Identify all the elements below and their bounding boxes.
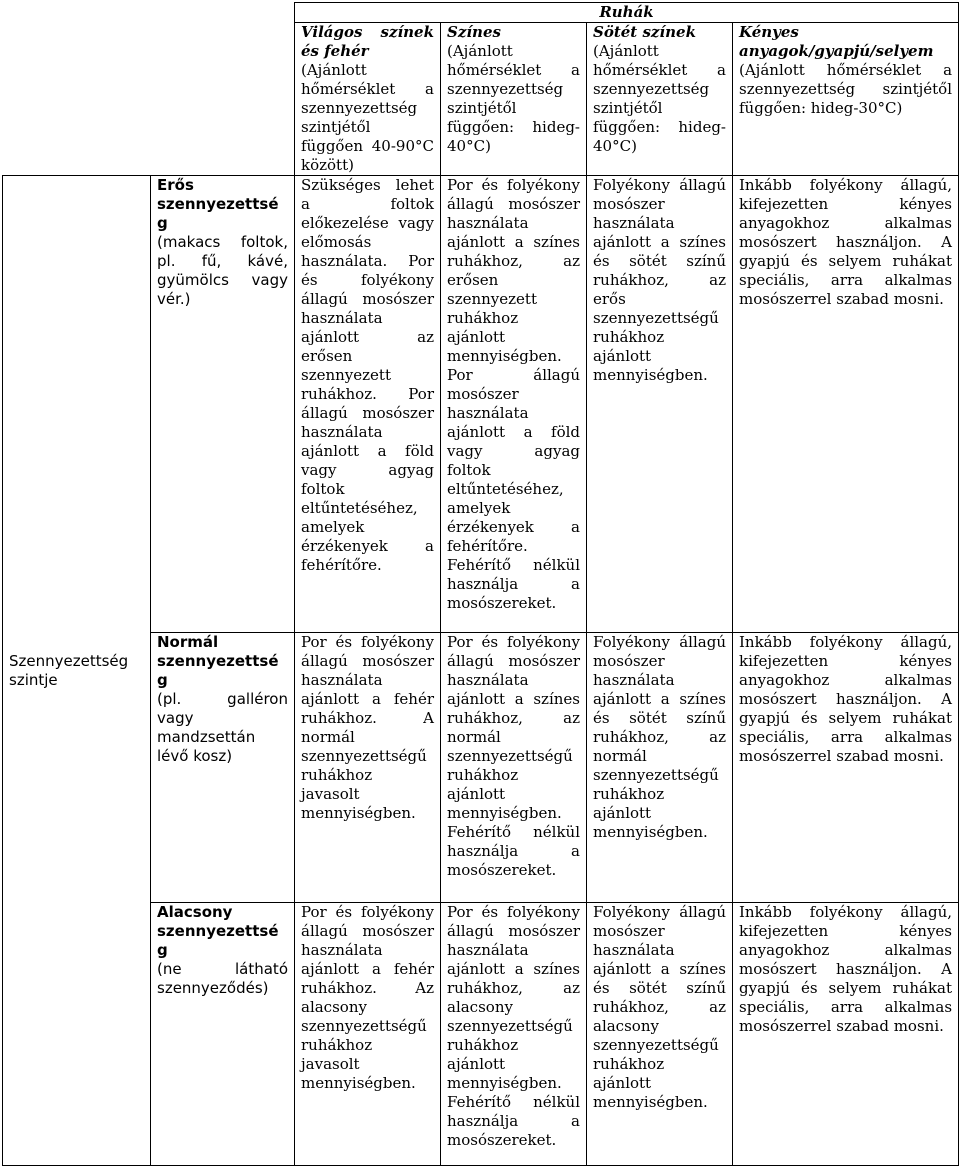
row-label-strong: Erős szennyezettség (157, 176, 279, 232)
column-note-colored: (Ajánlott hőmérséklet a szennyezettség szintjétől függően: hideg-40°C) (447, 42, 580, 155)
row-label-low: Alacsony szennyezettség (157, 903, 279, 959)
level-label (3, 176, 151, 1166)
blank-corner-lower (3, 23, 295, 176)
column-header-row (3, 23, 959, 176)
cell-strong-dark: Folyékony állagú mosószer használata ajánlott a színes és sötét színű ruhákhoz, az erős szennyezettségű ruhákhoz ajánlott mennyiségben. (587, 176, 733, 633)
row-label-normal: Normál szennyezettség (157, 633, 279, 689)
column-name-delicate: Kényes anyagok/gyapjú/selyem (739, 23, 934, 60)
cell-low-delicate: Inkább folyékony állagú, kifejezetten kényes anyagokhoz alkalmas mosószert használjon. A gyapjú és selyem ruhákat speciális, arra alkalmas mosószerrel szabad mosni. (733, 903, 959, 1166)
level-label-text: Szennyezettség szintje (9, 651, 129, 689)
cell-normal-delicate: Inkább folyékony állagú, kifejezetten kényes anyagokhoz alkalmas mosószert használjon. A gyapjú és selyem ruhákat speciális, arra alkalmas mosószerrel szabad mosni. (733, 633, 959, 903)
blank-corner (3, 3, 295, 23)
table-title: Ruhák (295, 3, 959, 23)
column-name-light: Világos színek és fehér (301, 23, 434, 60)
column-name-dark: Sötét színek (593, 23, 696, 41)
table-row (3, 176, 959, 633)
column-note-delicate: (Ajánlott hőmérséklet a szennyezettség szintjétől függően: hideg-30°C) (739, 61, 953, 117)
row-header-normal (151, 633, 295, 903)
column-note-dark: (Ajánlott hőmérséklet a szennyezettség szintjétől függően: hideg-40°C) (593, 42, 726, 155)
cell-normal-light: Por és folyékony állagú mosószer használata ajánlott a fehér ruhákhoz. A normál szennyezettségű ruhákhoz javasolt mennyiségben. (295, 633, 441, 903)
cell-normal-colored: Por és folyékony állagú mosószer használata ajánlott a színes ruhákhoz, az normál szennyezettségű ruhákhoz ajánlott mennyiségben. Fehérítő nélkül használja a mosószereket. (441, 633, 587, 903)
row-sublabel-strong: (makacs foltok, pl. fű, kávé, gyümölcs vagy vér.) (157, 233, 288, 308)
cell-strong-delicate: Inkább folyékony állagú, kifejezetten kényes anyagokhoz alkalmas mosószert használjon. A gyapjú és selyem ruhákat speciális, arra alkalmas mosószerrel szabad mosni. (733, 176, 959, 633)
cell-low-dark: Folyékony állagú mosószer használata ajánlott a színes és sötét színű ruhákhoz, az alacsony szennyezettségű ruhákhoz ajánlott mennyiségben. (587, 903, 733, 1166)
cell-low-colored: Por és folyékony állagú mosószer használata ajánlott a színes ruhákhoz, az alacsony szennyezettségű ruhákhoz ajánlott mennyiségben. Fehérítő nélkül használja a mosószereket. (441, 903, 587, 1166)
column-header-colored (441, 23, 587, 176)
column-header-light (295, 23, 441, 176)
row-header-low (151, 903, 295, 1166)
row-sublabel-low: (ne látható szennyeződés) (157, 960, 288, 997)
cell-low-light: Por és folyékony állagú mosószer használata ajánlott a fehér ruhákhoz. Az alacsony szennyezettségű ruhákhoz javasolt mennyiségben. (295, 903, 441, 1166)
row-sublabel-normal: (pl. galléron vagy mandzsettán lévő kosz) (157, 690, 288, 765)
cell-strong-colored: Por és folyékony állagú mosószer használata ajánlott a színes ruhákhoz, az erősen szennyezett ruhákhoz ajánlott mennyiségben. Por állagú mosószer használata ajánlott a föld vagy agyag foltok eltűntetéséhez, amelyek érzékenyek a fehérítőre. Fehérítő nélkül használja a mosószereket. (441, 176, 587, 633)
cell-normal-dark: Folyékony állagú mosószer használata ajánlott a színes és sötét színű ruhákhoz, az normál szennyezettségű ruhákhoz ajánlott mennyiségben. (587, 633, 733, 903)
title-row (3, 3, 959, 23)
laundry-table (2, 2, 959, 1166)
row-header-strong (151, 176, 295, 633)
cell-strong-light: Szükséges lehet a foltok előkezelése vagy előmosás használata. Por és folyékony állagú mosószer használata ajánlott az erősen szennyezett ruhákhoz. Por állagú mosószer használata ajánlott a föld vagy agyag foltok eltűntetéséhez, amelyek érzékenyek a fehérítőre. (295, 176, 441, 633)
column-name-colored: Színes (447, 23, 501, 41)
column-note-light: (Ajánlott hőmérséklet a szennyezettség szintjétől függően 40-90°C között) (301, 61, 434, 174)
column-header-dark (587, 23, 733, 176)
column-header-delicate (733, 23, 959, 176)
